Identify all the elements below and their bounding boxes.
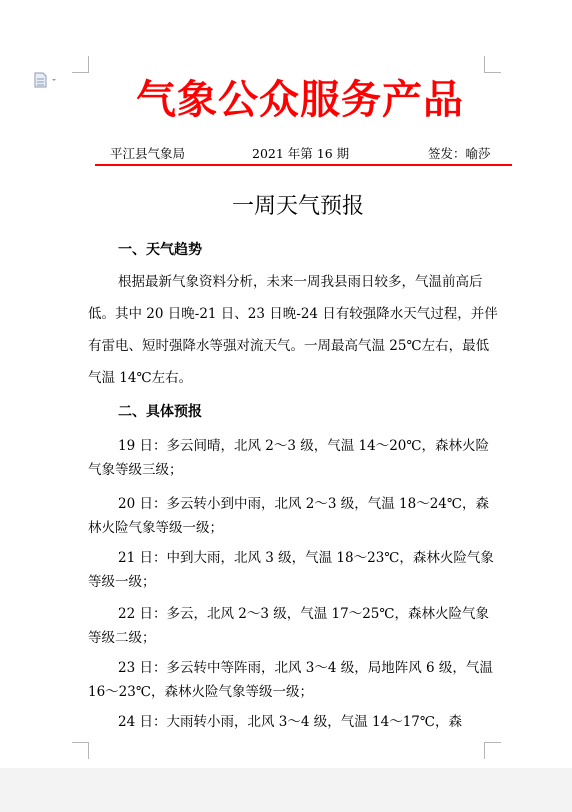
- forecast-day: 21 日：中到大雨，北风 3 级，气温 18～23℃，森林火险气象等级一级；: [88, 550, 494, 590]
- header-rule: [95, 164, 512, 166]
- crop-mark-bottom-right: [484, 742, 501, 759]
- issuer: 平江县气象局: [110, 146, 186, 161]
- page-gap: [0, 768, 572, 812]
- crop-mark-bottom-left: [72, 742, 89, 759]
- forecast-day: 22 日：多云，北风 2～3 级，气温 17～25℃，森林火险气象等级二级；: [88, 606, 489, 646]
- section-heading-trend: 一、天气趋势: [118, 242, 202, 258]
- issue-number: 2021 年第 16 期: [252, 146, 350, 161]
- document-options[interactable]: [34, 72, 64, 88]
- document-title: 一周天气预报: [231, 194, 364, 219]
- signer: 签发：喻莎: [428, 146, 491, 161]
- forecast-day: 23 日：多云转中等阵雨，北风 3～4 级，局地阵风 6 级，气温 16～23℃，森林火险气象等级一级；: [88, 660, 493, 700]
- trend-paragraph: 根据最新气象资料分析，未来一周我县雨日较多，气温前高后低。其中 20 日晚-21 日、23 日晚-24 日有较强降水天气过程，并伴有雷电、短时强降水等强对流天气。一周最高气温 25℃左右，最低气温 14℃左右。: [88, 274, 498, 386]
- forecast-day: 19 日：多云间晴，北风 2～3 级，气温 14～20℃，森林火险气象等级三级；: [88, 438, 489, 478]
- dropdown-arrow-icon: [52, 79, 56, 81]
- forecast-day: 24 日：大雨转小雨，北风 3～4 级，气温 14～17℃，森: [118, 714, 462, 730]
- section-heading-forecast: 二、具体预报: [118, 404, 202, 420]
- masthead-title: 气象公众服务产品: [136, 77, 464, 123]
- document-icon: [34, 72, 64, 88]
- crop-mark-top-left: [72, 56, 89, 73]
- forecast-day: 20 日：多云转小到中雨，北风 2～3 级，气温 18～24℃，森林火险气象等级一级；: [88, 496, 489, 536]
